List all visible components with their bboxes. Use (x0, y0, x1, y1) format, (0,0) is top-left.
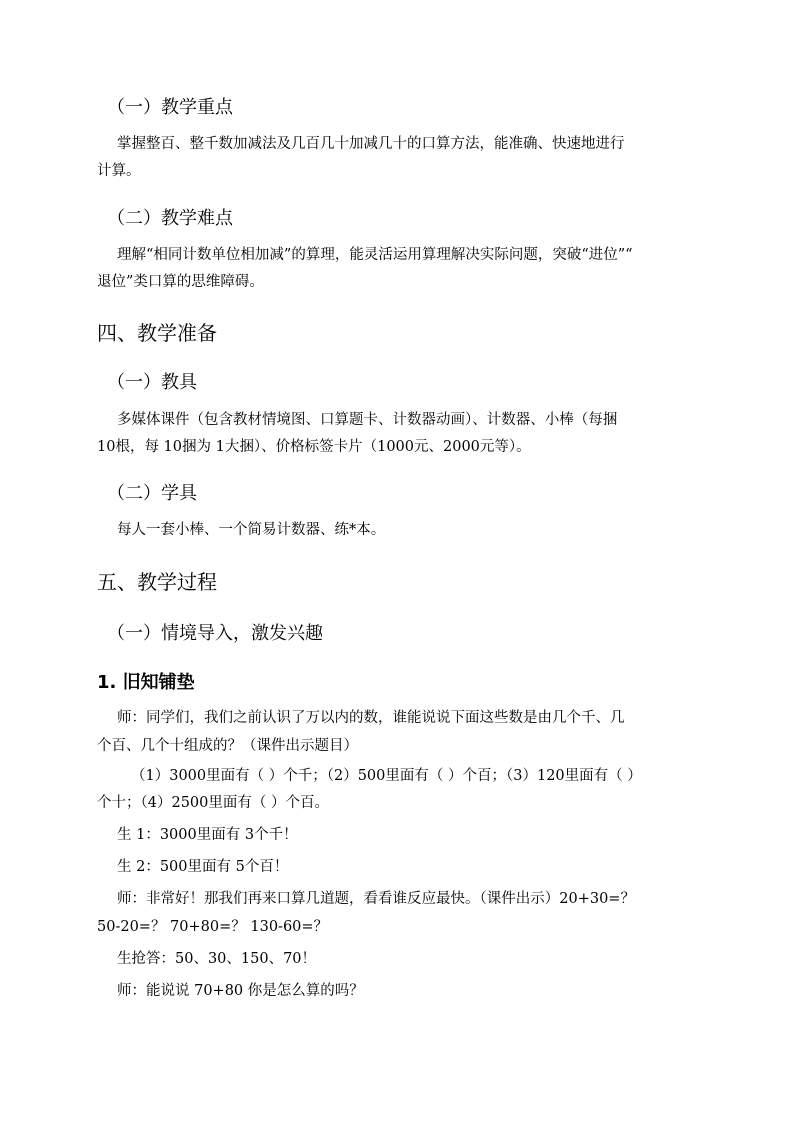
paragraph-line: 每人一套小棒、一个简易计数器、练*本。 (117, 522, 386, 538)
paragraph-line: 师：能说说 70+80 你是怎么算的吗？ (117, 983, 364, 999)
student-answer: 生 1：3000里面有 3个千！ (117, 827, 298, 843)
paragraph-line: 理解“相同计数单位相加减”的算理，能灵活运用算理解决实际问题，突破“进位”“ (117, 247, 633, 263)
student-answer: 生 2：500里面有 5个百！ (117, 859, 289, 875)
paragraph-line: 计算。 (97, 163, 141, 179)
heading-teaching-focus: （一）教学重点 (107, 97, 233, 118)
exercise-line: （1）3000里面有（ ）个千；（2）500里面有（ ）个百；（3）120里面有（ ） (131, 768, 642, 784)
paragraph-line: 退位”类口算的思维障碍。 (97, 274, 264, 290)
paragraph-line: 个百、几个十组成的？（课件出示题目） (97, 738, 358, 754)
paragraph-line: 掌握整百、整千数加减法及几百几十加减几十的口算方法，能准确、快速地进行 (117, 136, 625, 152)
heading-teacher-tools: （一）教具 (107, 372, 197, 393)
paragraph-line: 多媒体课件（包含教材情境图、口算题卡、计数器动画）、计数器、小棒（每捆 (117, 412, 618, 428)
paragraph-line: 师：非常好！那我们再来口算几道题，看看谁反应最快。（课件出示）20+30=？ (117, 891, 635, 907)
heading-teaching-preparation: 四、教学准备 (97, 321, 217, 345)
heading-scenario-intro: （一）情境导入，激发兴趣 (107, 623, 323, 644)
heading-teaching-process: 五、教学过程 (97, 570, 217, 594)
heading-prior-knowledge: 1. 旧知铺垫 (97, 672, 195, 693)
exercise-line: 个十；（4）2500里面有（ ）个百。 (97, 795, 329, 811)
student-answer: 生抢答：50、30、150、70！ (117, 951, 317, 967)
paragraph-line: 50-20=？ 70+80=？ 130-60=？ (97, 919, 329, 935)
heading-teaching-difficulty: （二）教学难点 (107, 208, 233, 229)
paragraph-line: 10根，每 10捆为 1大捆）、价格标签卡片（1000元、2000元等）。 (97, 439, 531, 455)
heading-student-tools: （二）学具 (107, 483, 197, 504)
paragraph-line: 师：同学们，我们之前认识了万以内的数，谁能说说下面这些数是由几个千、几 (117, 710, 625, 726)
